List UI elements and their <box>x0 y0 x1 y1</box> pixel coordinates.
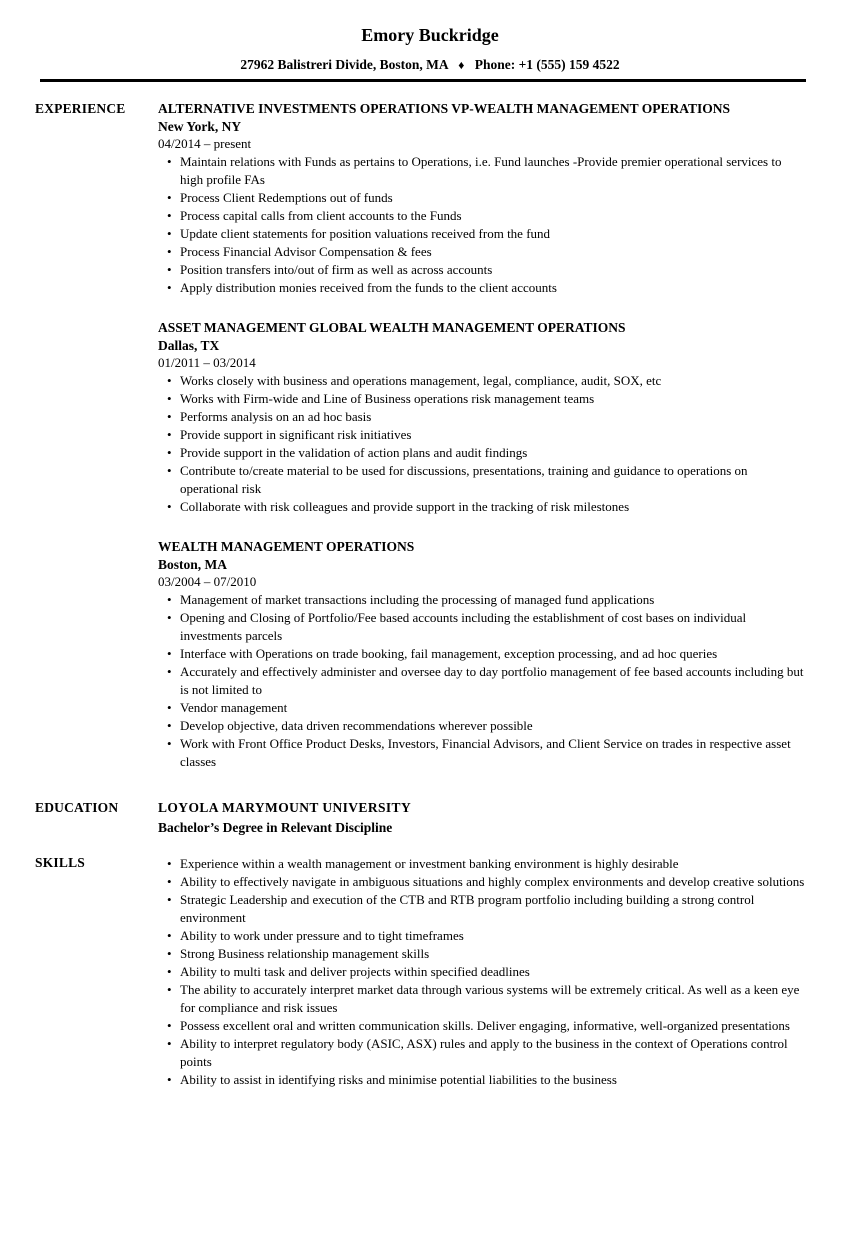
skills-content <box>158 854 806 1089</box>
job-bullet: • Vendor management <box>180 699 806 717</box>
job-bullet: • Works closely with business and operations management, legal, compliance, audit, SOX, etc <box>180 372 806 390</box>
job-bullet: • Process Client Redemptions out of funds <box>180 189 806 207</box>
job-title: ALTERNATIVE INVESTMENTS OPERATIONS VP-WEALTH MANAGEMENT OPERATIONS <box>158 101 730 116</box>
job-bullet: • Develop objective, data driven recommendations wherever possible <box>180 717 806 735</box>
resume-body <box>0 82 860 1089</box>
diamond-icon: ♦ <box>458 58 465 72</box>
resume-header <box>0 0 860 82</box>
job-bullet: • Provide support in significant risk initiatives <box>180 426 806 444</box>
job-bullet-list <box>158 372 806 516</box>
job-entry-3 <box>158 538 806 771</box>
job-bullet: • Works with Firm-wide and Line of Business operations risk management teams <box>180 390 806 408</box>
section-label-skills: SKILLS <box>35 855 85 870</box>
section-label-education: EDUCATION <box>35 800 119 815</box>
skill-bullet: • Ability to interpret regulatory body (ASIC, ASX) rules and apply to the business in the context of Operations control points <box>180 1035 806 1071</box>
job-bullet: • Work with Front Office Product Desks, Investors, Financial Advisors, and Client Service on trades in respective asset classes <box>180 735 806 771</box>
skill-bullet: • Ability to assist in identifying risks and minimise potential liabilities to the business <box>180 1071 806 1089</box>
skill-bullet: • Ability to multi task and deliver projects within specified deadlines <box>180 963 806 981</box>
job-title: ASSET MANAGEMENT GLOBAL WEALTH MANAGEMENT OPERATIONS <box>158 320 626 335</box>
job-location: Boston, MA <box>158 557 228 572</box>
job-bullet-list <box>158 153 806 297</box>
job-bullet: • Process capital calls from client accounts to the Funds <box>180 207 806 225</box>
job-location: New York, NY <box>158 119 242 134</box>
skill-bullet: • Strong Business relationship management skills <box>180 945 806 963</box>
skill-bullet: • The ability to accurately interpret market data through various systems will be extremely critical. As well as a keen eye for compliance and risk issues <box>180 981 806 1017</box>
person-name: Emory Buckridge <box>361 25 499 45</box>
skills-bullet-list <box>158 855 806 1089</box>
experience-content <box>158 100 806 771</box>
contact-address: 27962 Balistreri Divide, Boston, MA <box>240 57 448 72</box>
job-bullet: • Opening and Closing of Portfolio/Fee based accounts including the establishment of cost bases on individual investments parcels <box>180 609 806 645</box>
job-bullet: • Position transfers into/out of firm as well as across accounts <box>180 261 806 279</box>
job-dates: 01/2011 – 03/2014 <box>158 355 256 370</box>
job-bullet-list <box>158 591 806 771</box>
job-bullet: • Process Financial Advisor Compensation & fees <box>180 243 806 261</box>
job-entry-1 <box>158 100 806 297</box>
job-bullet: • Apply distribution monies received from the funds to the client accounts <box>180 279 806 297</box>
job-bullet: • Maintain relations with Funds as pertains to Operations, i.e. Fund launches -Provide premier operational services to high profile FAs <box>180 153 806 189</box>
degree-name: Bachelor’s Degree in Relevant Discipline <box>158 820 393 835</box>
school-name: LOYOLA MARYMOUNT UNIVERSITY <box>158 800 412 815</box>
job-dates: 03/2004 – 07/2010 <box>158 574 257 589</box>
job-bullet: • Accurately and effectively administer and oversee day to day portfolio management of fee based accounts including but is not limited to <box>180 663 806 699</box>
section-label-experience: EXPERIENCE <box>35 101 126 116</box>
job-location: Dallas, TX <box>158 338 220 353</box>
job-bullet: • Performs analysis on an ad hoc basis <box>180 408 806 426</box>
education-content <box>158 799 806 836</box>
skill-bullet: • Experience within a wealth management or investment banking environment is highly desirable <box>180 855 806 873</box>
job-bullet: • Update client statements for position valuations received from the fund <box>180 225 806 243</box>
job-bullet: • Provide support in the validation of action plans and audit findings <box>180 444 806 462</box>
job-bullet: • Contribute to/create material to be used for discussions, presentations, training and guidance to operations on operational risk <box>180 462 806 498</box>
contact-phone: Phone: +1 (555) 159 4522 <box>474 57 620 72</box>
job-bullet: • Collaborate with risk colleagues and provide support in the tracking of risk milestones <box>180 498 806 516</box>
job-dates: 04/2014 – present <box>158 136 252 151</box>
skill-bullet: • Possess excellent oral and written communication skills. Deliver engaging, informative, well-organized presentations <box>180 1017 806 1035</box>
job-bullet: • Interface with Operations on trade booking, fail management, exception processing, and ad hoc queries <box>180 645 806 663</box>
contact-line <box>0 57 860 73</box>
job-bullet: • Management of market transactions including the processing of managed fund applications <box>180 591 806 609</box>
job-title: WEALTH MANAGEMENT OPERATIONS <box>158 539 415 554</box>
skill-bullet: • Ability to work under pressure and to tight timeframes <box>180 927 806 945</box>
job-entry-2 <box>158 319 806 516</box>
skill-bullet: • Strategic Leadership and execution of the CTB and RTB program portfolio including building a strong control environment <box>180 891 806 927</box>
skill-bullet: • Ability to effectively navigate in ambiguous situations and highly complex environments and develop creative solutions <box>180 873 806 891</box>
